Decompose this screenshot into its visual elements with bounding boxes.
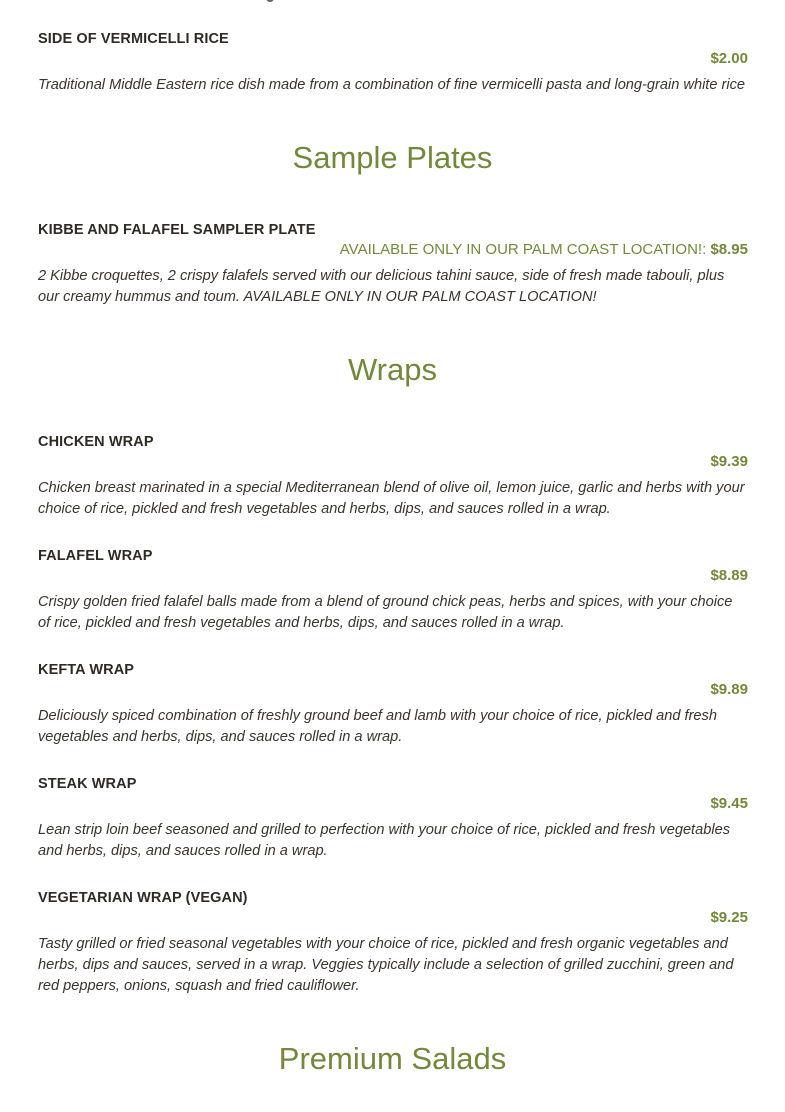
menu-item-name: KEFTA WRAP bbox=[38, 662, 135, 678]
menu-item bbox=[38, 31, 748, 101]
menu-item-price: $8.89 bbox=[710, 567, 748, 584]
menu-item-price: $9.25 bbox=[710, 909, 748, 926]
menu-item bbox=[38, 890, 748, 1002]
menu-item bbox=[38, 776, 748, 866]
menu-item bbox=[38, 222, 748, 312]
menu-item-name: KIBBE AND FALAFEL SAMPLER PLATE bbox=[38, 222, 316, 238]
menu-item bbox=[38, 548, 748, 638]
menu-item bbox=[38, 434, 748, 524]
menu-item-name: CHICKEN WRAP bbox=[38, 434, 154, 450]
menu-item-price-row bbox=[340, 241, 748, 258]
menu-item-description: Chicken breast marinated in a special Mediterranean blend of olive oil, lemon juice, garlic and herbs with your choice of rice, pickled and fresh vegetables and herbs, dips, and sauces rolled in a wrap. bbox=[38, 480, 745, 517]
menu-item-description: Deliciously spiced combination of freshly ground beef and lamb with your choice of rice, pickled and fresh vegetables and herbs, dips, and sauces rolled in a wrap. bbox=[38, 708, 717, 745]
menu-item-price: $8.95 bbox=[710, 241, 748, 258]
menu-item-price: $9.39 bbox=[710, 453, 748, 470]
menu-item-name: FALAFEL WRAP bbox=[38, 548, 153, 564]
menu-item-price: $2.00 bbox=[710, 50, 748, 67]
menu-item-name: STEAK WRAP bbox=[38, 776, 137, 792]
section-title-sample-plates: Sample Plates bbox=[292, 140, 493, 175]
menu-item-description: Traditional Middle Eastern rice dish made from a combination of fine vermicelli pasta and long-grain white rice bbox=[38, 77, 746, 93]
menu-item-description: Tasty grilled or fried seasonal vegetables with your choice of rice, pickled and fresh organic vegetables and herbs, dips and sauces, served in a wrap. Veggies typically include a selection of grilled zucchini, green and red peppers, onions, squash and fried cauliflower. bbox=[38, 936, 734, 994]
menu-item-price-note: AVAILABLE ONLY IN OUR PALM COAST LOCATION!: bbox=[339, 241, 707, 258]
section-title-wraps: Wraps bbox=[347, 352, 437, 387]
menu-item-description: 2 Kibbe croquettes, 2 crispy falafels served with our delicious tahini sauce, side of fresh made tabouli, plus our creamy hummus and toum. AVAILABLE ONLY IN OUR PALM COAST LOCATION! bbox=[38, 268, 725, 305]
menu-item-price: $9.89 bbox=[710, 681, 748, 698]
section-title-premium-salads: Premium Salads bbox=[278, 1041, 507, 1076]
menu-item bbox=[38, 662, 748, 752]
menu-item-price: $9.45 bbox=[710, 795, 748, 812]
menu-item-name: SIDE OF VERMICELLI RICE bbox=[38, 31, 229, 47]
menu-item-description: Crispy golden fried falafel balls made from a blend of ground chick peas, herbs and spices, with your choice of rice, pickled and fresh vegetables and herbs, dips, and sauces rolled in a wrap. bbox=[38, 594, 733, 631]
menu-item-description: Lean strip loin beef seasoned and grilled to perfection with your choice of rice, pickled and fresh vegetables and herbs, dips, and sauces rolled in a wrap. bbox=[38, 822, 730, 859]
cut-off-text-fragment bbox=[240, 0, 280, 2]
menu-item-name: VEGETARIAN WRAP (VEGAN) bbox=[38, 890, 248, 906]
